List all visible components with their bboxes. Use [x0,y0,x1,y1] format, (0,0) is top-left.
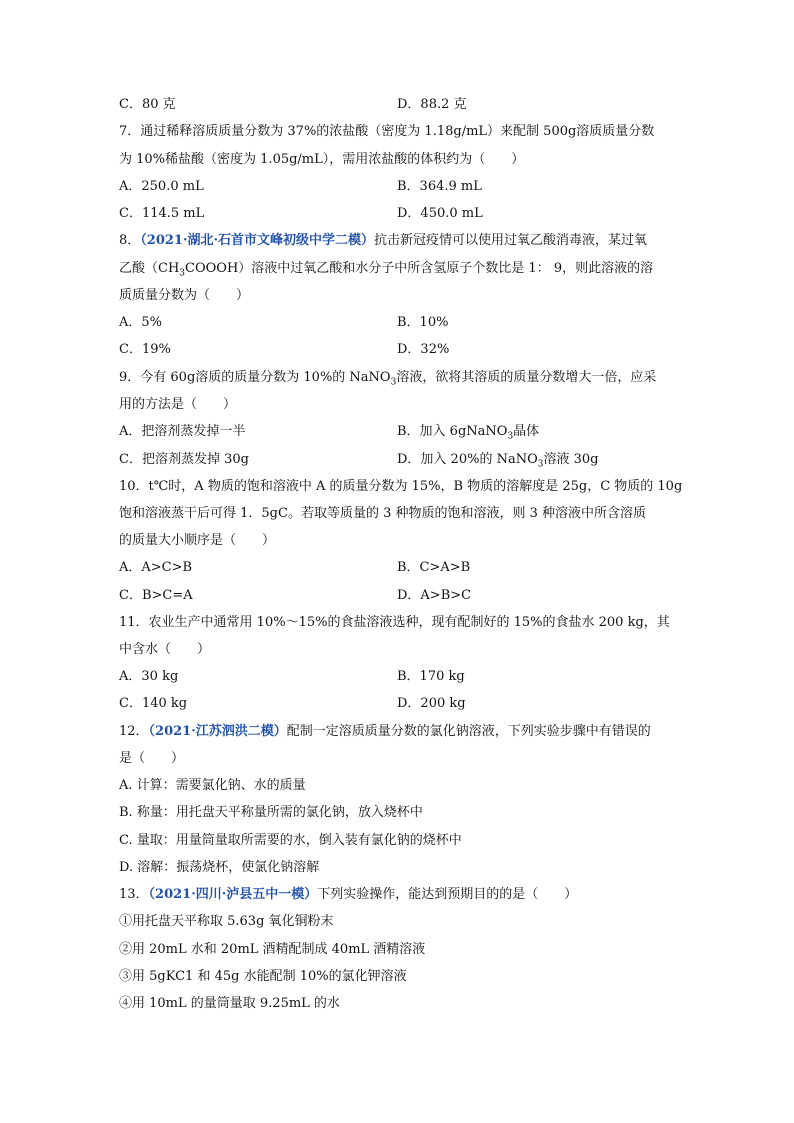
q11-stem-line2: 中含水（ ） [119,642,211,657]
q12-step-a: A. 计算：需要氯化钠、水的质量 [119,778,306,793]
q9-option-d-text: D．加入 20%的 NaNO [397,452,538,467]
q8-option-a: A．5% [119,315,163,330]
q8-option-b: B．10% [397,315,449,330]
q8-stem-line3: 质质量分数为（ ） [119,288,250,303]
q12-stem-line2: 是（ ） [119,751,185,766]
q12-step-d: D. 溶解：振荡烧杯，使氯化钠溶解 [119,860,320,875]
q10-stem-line3: 的质量大小顺序是（ ） [119,533,276,548]
q7-option-c: C．114.5 mL [119,206,205,221]
q9-option-b [397,423,539,446]
q9-option-c: C．把溶剂蒸发掉 30g [119,452,249,467]
q10-stem-line1: 10．t℃时，A 物质的饱和溶液中 A 的质量分数为 15%，B 物质的溶解度是 25g，C 物质的 10g [119,479,683,494]
q9-subscript: 3 [390,377,397,388]
q13-item-2: ②用 20mL 水和 20mL 酒精配制成 40mL 酒精溶液 [119,942,426,957]
q9-option-b-text: B．加入 6gNaNO [397,424,508,439]
q10-option-a: A．A>C>B [119,560,193,575]
q7-stem-line1: 7．通过稀释溶质质量分数为 37%的浓盐酸（密度为 1.18g/mL）来配制 500g溶质质量分数 [119,124,655,139]
q10-option-b: B．C>A>B [397,560,471,575]
q7-option-d: D．450.0 mL [397,206,483,221]
q9-option-b-subscript: 3 [507,431,514,442]
q12-step-b: B. 称量：用托盘天平称量所需的氯化钠，放入烧杯中 [119,805,423,820]
q12-source: （2021·江苏泗洪二模） [148,724,287,739]
q10-option-c: C．B>C=A [119,588,193,603]
q10-stem-line2: 饱和溶液蒸干后可得 1．5gC。若取等质量的 3 种物质的饱和溶液，则 3 种溶液中所含溶质 [119,506,647,521]
q7-option-a: A．250.0 mL [119,179,204,194]
q9-option-d-text-2: 溶液 30g [543,452,599,467]
q13-stem-line1 [119,886,679,904]
q9-stem-part-2: 溶液，欲将其溶质的质量分数增大一倍，应采 [396,370,657,385]
q11-option-c: C．140 kg [119,696,188,711]
q13-item-1: ①用托盘天平称取 5.63g 氧化铜粉末 [119,914,334,929]
q12-number: 12． [119,724,149,739]
q8-stem-text: 抗击新冠疫情可以使用过氧乙酸消毒液，某过氧 [374,233,648,248]
q12-stem-line1 [119,723,679,741]
q8-subscript: 3 [179,268,186,279]
q9-stem-part: 9．今有 60g溶质的质量分数为 10%的 NaNO [119,370,391,385]
q8-stem-text-2: COOOH）溶液中过氧乙酸和水分子中所含氢原子个数比是 1： 9，则此溶液的溶 [185,261,654,276]
q13-item-4: ④用 10mL 的量筒量取 9.25mL 的水 [119,996,340,1011]
q9-option-a: A．把溶剂蒸发掉一半 [119,424,246,439]
q10-option-d: D．A>B>C [397,588,472,603]
q9-stem-line1 [119,369,679,392]
q9-option-b-text-2: 晶体 [513,424,540,439]
q7-option-b: B．364.9 mL [397,179,482,194]
q13-item-3: ③用 5gKC1 和 45g 水能配制 10%的氯化钾溶液 [119,969,407,984]
q9-stem-line2: 用的方法是（ ） [119,397,237,412]
q8-number: 8． [119,233,141,248]
q9-option-d-subscript: 3 [537,459,544,470]
q12-step-c: C. 量取：用量筒量取所需要的水，倒入装有氯化钠的烧杯中 [119,833,462,848]
q6-option-c: C．80 克 [119,97,176,112]
q11-option-b: B．170 kg [397,669,465,684]
q8-option-c: C．19% [119,342,171,357]
q11-stem-line1: 11．农业生产中通常用 10%～15%的食盐溶液选种，现有配制好的 15%的食盐水 200 kg，其 [119,615,670,630]
q8-formula-part: 乙酸（CH [119,261,180,276]
q6-option-d: D．88.2 克 [397,97,467,112]
q8-source: （2021·湖北·石首市文峰初级中学二模） [140,233,375,248]
q8-option-d: D．32% [397,342,450,357]
q12-stem-text: 配制一定溶质质量分数的氯化钠溶液，下列实验步骤中有错误的 [286,724,651,739]
q8-stem-line2 [119,260,679,283]
q13-stem-text: 下列实验操作，能达到预期目的的是（ ） [317,887,578,902]
q8-stem-line1 [119,232,679,250]
q13-source: （2021·四川·泸县五中一模） [148,887,318,902]
q7-stem-line2: 为 10%稀盐酸（密度为 1.05g/mL），需用浓盐酸的体积约为（ ） [119,152,525,167]
q13-number: 13． [119,887,149,902]
q11-option-a: A．30 kg [119,669,179,684]
q9-option-d [397,451,598,474]
q11-option-d: D．200 kg [397,696,466,711]
